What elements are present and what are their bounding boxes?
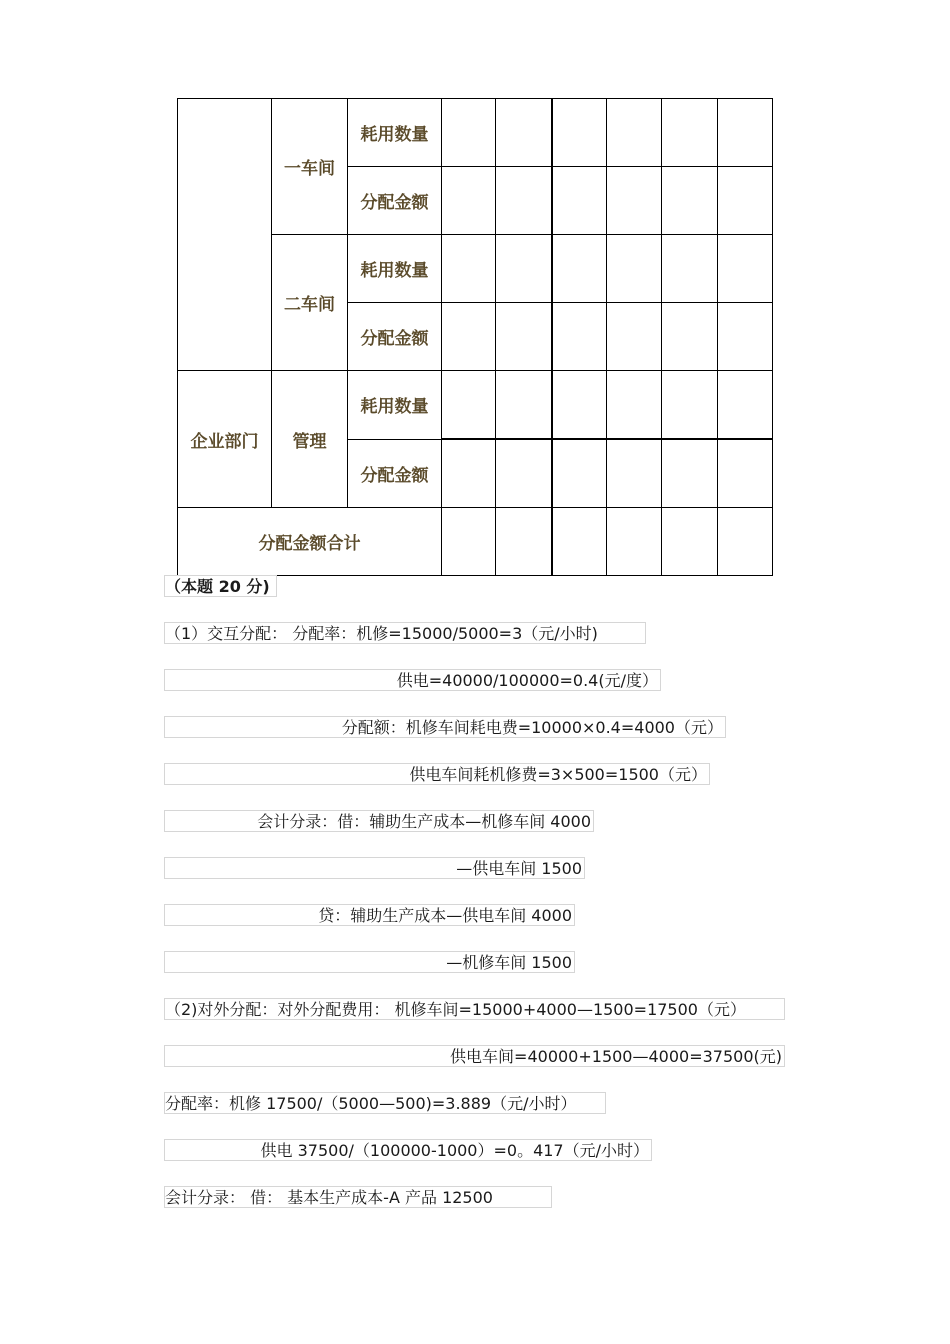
dept-cell-workshop-1: 一车间 xyxy=(272,99,348,235)
answer-line: 供电车间耗机修费=3×500=1500（元） xyxy=(164,763,710,785)
dept-cell-workshop-2: 二车间 xyxy=(272,235,348,371)
table-cell xyxy=(496,508,552,576)
item-cell: 耗用数量 xyxy=(348,371,442,440)
answer-line: 供电 37500/（100000-1000）=0。417（元/小时） xyxy=(164,1139,652,1161)
table-cell xyxy=(607,167,662,235)
table-cell xyxy=(718,439,773,508)
table-cell xyxy=(552,371,607,440)
table-cell xyxy=(552,439,607,508)
table-cell xyxy=(718,167,773,235)
table-cell xyxy=(718,235,773,303)
dept-cell-management: 管理 xyxy=(272,371,348,508)
table-cell xyxy=(662,235,718,303)
table-cell xyxy=(662,439,718,508)
answer-line: 供电=40000/100000=0.4(元/度） xyxy=(164,669,661,691)
table-cell xyxy=(662,303,718,371)
answer-line: 会计分录： 借： 基本生产成本-A 产品 12500 xyxy=(164,1186,552,1208)
answer-line: （2)对外分配：对外分配费用： 机修车间=15000+4000—1500=17500（元） xyxy=(164,998,785,1020)
answer-line: 供电车间=40000+1500—4000=37500(元) xyxy=(164,1045,785,1067)
answer-line: —机修车间 1500 xyxy=(164,951,575,973)
answer-line: 贷：辅助生产成本—供电车间 4000 xyxy=(164,904,575,926)
table-cell xyxy=(662,371,718,440)
table-cell xyxy=(718,371,773,440)
table-cell xyxy=(607,508,662,576)
table-cell xyxy=(718,99,773,167)
table-row xyxy=(178,508,773,576)
table-cell xyxy=(442,303,496,371)
table-cell xyxy=(496,371,552,440)
table-cell xyxy=(607,303,662,371)
table-cell xyxy=(718,508,773,576)
table-row xyxy=(178,371,773,440)
total-label-cell: 分配金额合计 xyxy=(178,508,442,576)
table-cell xyxy=(607,235,662,303)
table-cell xyxy=(442,371,496,440)
table-cell xyxy=(442,508,496,576)
item-cell: 分配金额 xyxy=(348,167,442,235)
table-cell xyxy=(662,99,718,167)
group-cell-enterprise: 企业部门 xyxy=(178,371,272,508)
table-cell xyxy=(662,508,718,576)
table-cell xyxy=(442,235,496,303)
table-cell xyxy=(718,303,773,371)
table-cell xyxy=(496,303,552,371)
table-cell xyxy=(607,99,662,167)
answer-line: —供电车间 1500 xyxy=(164,857,585,879)
item-cell: 耗用数量 xyxy=(348,99,442,167)
item-cell: 分配金额 xyxy=(348,303,442,371)
group-cell-workshops xyxy=(178,99,272,371)
allocation-table xyxy=(177,98,773,576)
table-cell xyxy=(552,508,607,576)
table-cell xyxy=(552,303,607,371)
answer-line: 分配率：机修 17500/（5000—500)=3.889（元/小时） xyxy=(164,1092,606,1114)
table-cell xyxy=(552,167,607,235)
answer-line: 分配额：机修车间耗电费=10000×0.4=4000（元） xyxy=(164,716,726,738)
table-cell xyxy=(496,167,552,235)
answer-line: 会计分录：借：辅助生产成本—机修车间 4000 xyxy=(164,810,594,832)
table-cell xyxy=(496,99,552,167)
table-row xyxy=(178,99,773,167)
table-cell xyxy=(442,439,496,508)
table-cell xyxy=(496,439,552,508)
table-cell xyxy=(442,167,496,235)
answer-line: （1）交互分配： 分配率：机修=15000/5000=3（元/小时) xyxy=(164,622,646,644)
table-cell xyxy=(552,235,607,303)
item-cell: 分配金额 xyxy=(348,439,442,508)
item-cell: 耗用数量 xyxy=(348,235,442,303)
table-cell xyxy=(442,99,496,167)
table-cell xyxy=(552,99,607,167)
table-cell xyxy=(496,235,552,303)
table-cell xyxy=(607,371,662,440)
table-cell xyxy=(662,167,718,235)
table-cell xyxy=(607,439,662,508)
answer-title: （本题 20 分) xyxy=(164,575,277,597)
